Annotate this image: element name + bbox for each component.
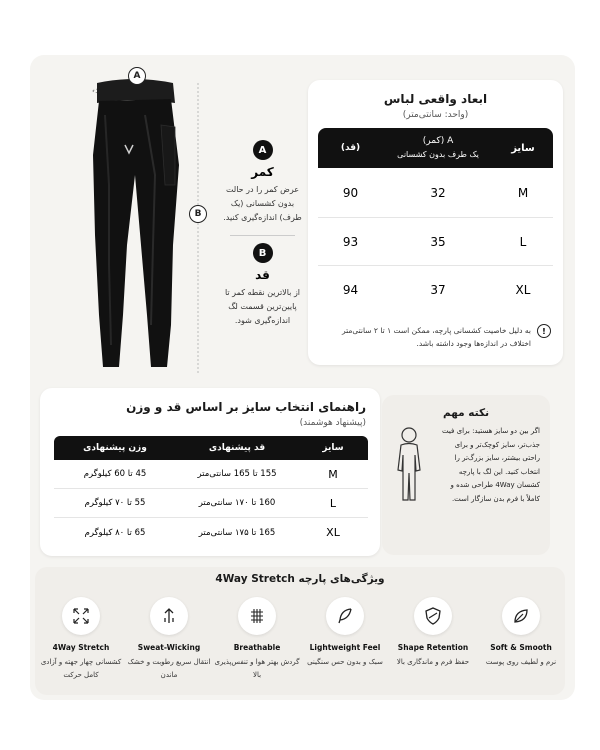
- feather-icon: [326, 597, 364, 635]
- guide-size: XL: [326, 526, 340, 539]
- feature-label-fa: سبک و بدون حس سنگینی: [307, 658, 383, 666]
- guide-table: [54, 436, 368, 547]
- feature-item: [477, 597, 565, 669]
- shield-icon: [414, 597, 452, 635]
- guide-size: M: [298, 460, 368, 489]
- legend-b-title: قد: [255, 268, 270, 282]
- guide-weight: 45 تا 60 کیلوگرم: [54, 460, 176, 489]
- guide-header-size: سایز: [298, 436, 368, 460]
- size-guide-panel: [30, 55, 575, 700]
- table-row: [318, 168, 553, 218]
- features-row: [35, 597, 565, 687]
- dim-waist: 32: [383, 168, 493, 218]
- dim-header-waist-2: یک طرف بدون کشسانی: [397, 150, 479, 159]
- dim-waist: 35: [383, 218, 493, 266]
- guide-title: راهنمای انتخاب سایز بر اساس قد و وزن: [126, 400, 366, 414]
- legend-b-badge: B: [253, 243, 273, 263]
- feature-label-en: Breathable: [233, 643, 281, 652]
- guide-header-weight: وزن پیشنهادی: [54, 436, 176, 460]
- dim-waist: 37: [430, 283, 446, 297]
- tip-card: [382, 395, 550, 555]
- table-row: [54, 518, 368, 547]
- feature-label-fa: گردش بهتر هوا و تنفس‌پذیری بالا: [214, 658, 300, 679]
- guide-height: 155 تا 165 سانتی‌متر: [176, 460, 298, 489]
- dim-header-size: سایز: [493, 128, 553, 168]
- features-card: [35, 567, 565, 695]
- legend-a-title: کمر: [251, 165, 274, 179]
- guide-height: 165 تا ۱۷۵ سانتی‌متر: [198, 527, 276, 538]
- dim-size: XL: [515, 283, 531, 297]
- feature-label-en: Soft & Smooth: [490, 643, 552, 652]
- info-icon: !: [537, 324, 551, 338]
- dimensions-table: [318, 128, 553, 314]
- table-row: [318, 218, 553, 266]
- guide-header-row: [54, 436, 368, 460]
- guide-weight: 55 تا ۷۰ کیلوگرم: [54, 489, 176, 518]
- feature-item: [213, 597, 301, 682]
- feature-item: [125, 597, 213, 682]
- dim-height: 93: [318, 218, 383, 266]
- size-guide-card: [40, 388, 380, 556]
- dim-header-waist: [383, 128, 493, 168]
- dimensions-header-row: [318, 128, 553, 168]
- marker-b: B: [189, 205, 207, 223]
- dimensions-note-text: به دلیل خاصیت کشسانی پارچه، ممکن است ۱ تا ۲ سانتی‌متر اختلاف در اندازه‌ها وجود داشته باشد.: [341, 326, 531, 348]
- sweat-wicking-icon: [150, 597, 188, 635]
- person-outline-icon: [389, 425, 429, 505]
- stretch-arrows-icon: [62, 597, 100, 635]
- dim-header-height: (قد): [318, 128, 383, 168]
- dimensions-unit: (واحد: سانتی‌متر): [402, 110, 469, 120]
- leaf-icon: [502, 597, 540, 635]
- dim-height: 90: [318, 168, 383, 218]
- legend-waist: [220, 140, 305, 225]
- table-row: [54, 460, 368, 489]
- feature-label-en: 4Way Stretch: [52, 643, 110, 652]
- dim-size: M: [493, 168, 553, 218]
- tip-text: اگر بین دو سایز هستید: برای فیت جذب‌تر، سایز کوچک‌تر و برای راحتی بیشتر، سایز بزرگ‌تر را انتخاب کنید. این لگ با پارچه کشسان 4Way طراحی شده و کاملاً با فرم بدن سازگار است.: [442, 427, 540, 503]
- feature-label-fa: نرم و لطیف روی پوست: [485, 658, 557, 666]
- features-title: ویژگی‌های پارچه 4Way Stretch: [215, 573, 385, 585]
- dim-height: 94: [342, 283, 359, 297]
- table-row: [318, 266, 553, 314]
- feature-label-en: Lightweight Feel: [309, 643, 381, 652]
- guide-subtitle: (پیشنهاد هوشمند): [299, 418, 366, 428]
- dim-header-waist-1: A (کمر): [422, 136, 454, 146]
- dimensions-title: ابعاد واقعی لباس: [383, 92, 488, 106]
- dim-size: L: [493, 218, 553, 266]
- legend-height: [220, 243, 305, 328]
- leggings-illustration: [85, 75, 235, 385]
- feature-label-en: Shape Retention: [397, 643, 469, 652]
- feature-label-en: Sweat-Wicking: [137, 643, 201, 652]
- breathable-icon: [238, 597, 276, 635]
- feature-label-fa: کشسانی چهار جهته و آزادی کامل حرکت: [40, 658, 122, 679]
- legend-divider: [230, 235, 295, 236]
- legend-a-desc: عرض کمر را در حالت بدون کشسانی (یک طرف) اندازه‌گیری کنید.: [223, 185, 302, 222]
- legend-b-desc: از بالاترین نقطه کمر تا پایین‌ترین قسمت لگ اندازه‌گیری شود.: [224, 288, 301, 325]
- tip-title: نکته مهم: [442, 407, 490, 419]
- feature-item: [37, 597, 125, 682]
- guide-size: L: [298, 489, 368, 518]
- feature-label-fa: حفظ فرم و ماندگاری بالا: [396, 658, 470, 666]
- marker-a: A: [128, 67, 146, 85]
- guide-header-height: قد پیشنهادی: [176, 436, 298, 460]
- table-row: [54, 489, 368, 518]
- legend-a-badge: A: [253, 140, 273, 160]
- dimensions-note: [320, 324, 551, 350]
- dimensions-card: [308, 80, 563, 365]
- feature-item: [301, 597, 389, 669]
- guide-height: 160 تا ۱۷۰ سانتی‌متر: [176, 489, 298, 518]
- feature-label-fa: انتقال سریع رطوبت و خشک ماندن: [127, 658, 211, 679]
- guide-weight: 65 تا ۸۰ کیلوگرم: [84, 527, 146, 538]
- feature-item: [389, 597, 477, 669]
